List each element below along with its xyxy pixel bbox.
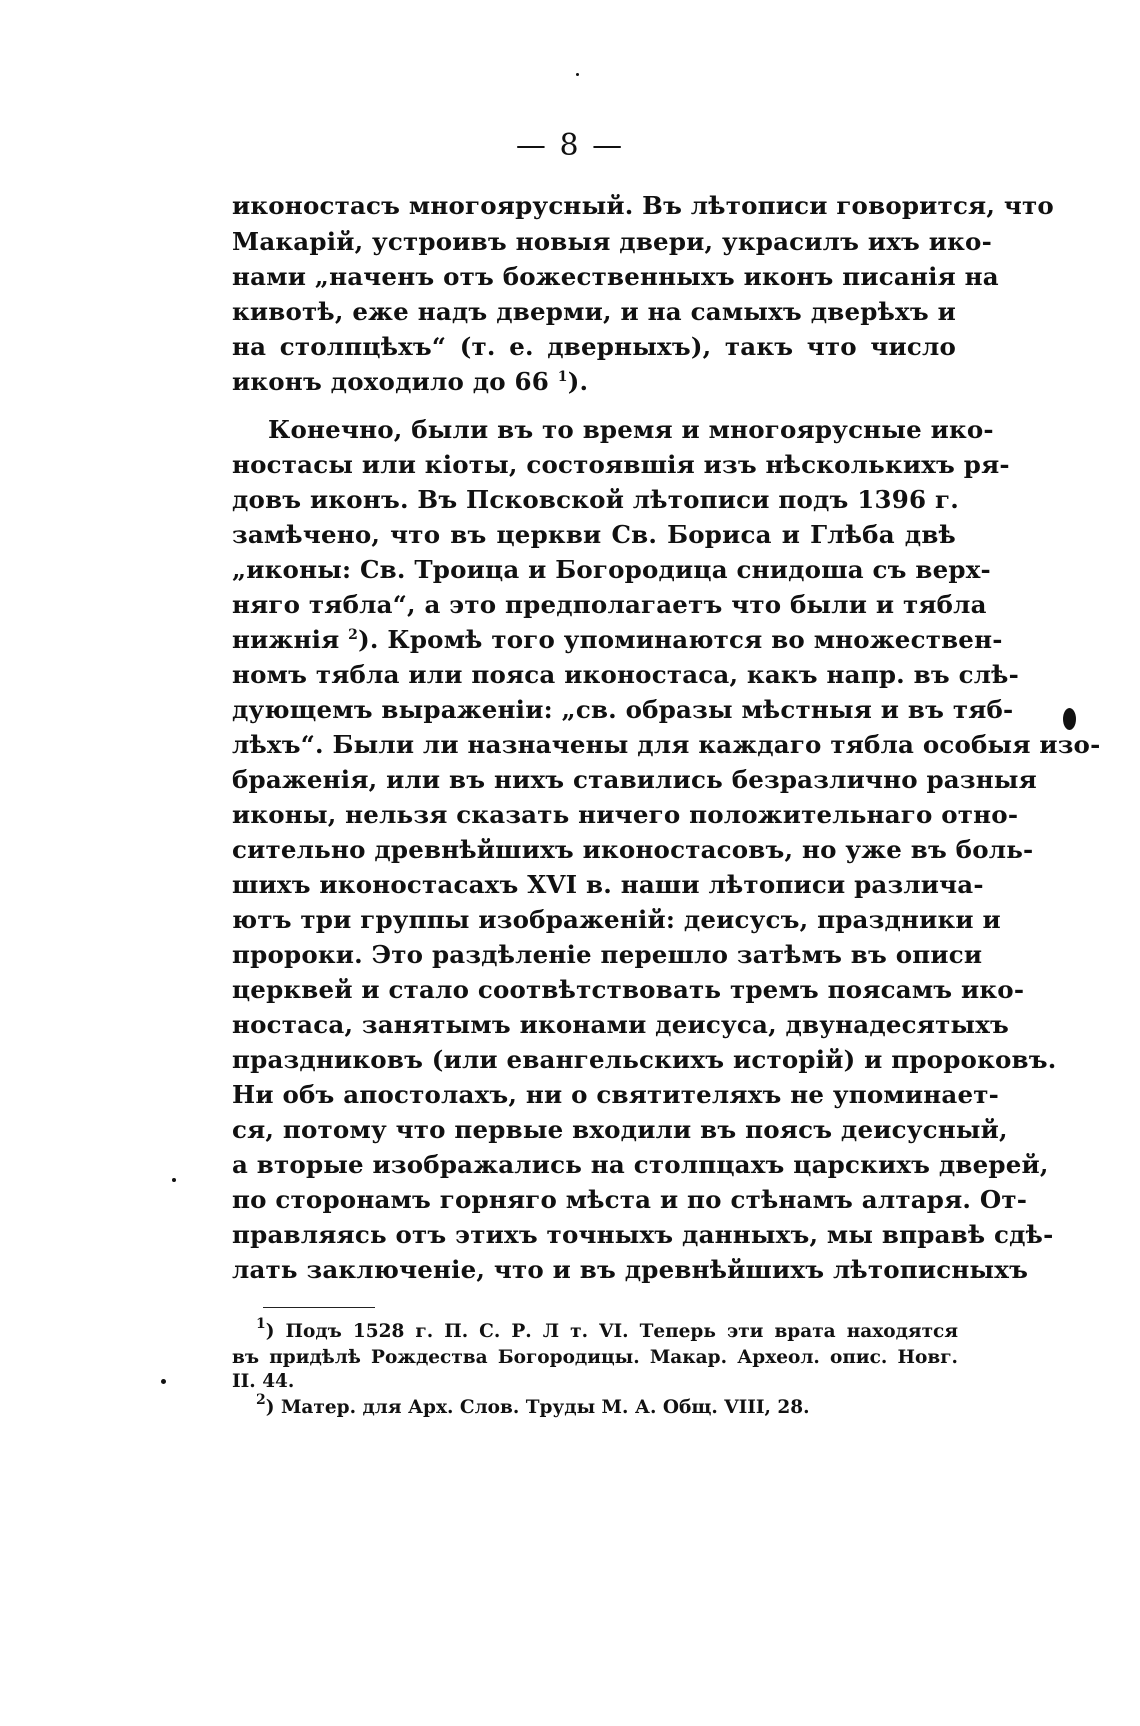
page-number: — 8 — [515, 128, 625, 163]
footnote-marker: 2 [256, 1392, 266, 1408]
text-line-content: нижнія [232, 625, 340, 654]
text-line: по сторонамъ горняго мѣста и по стѣнамъ алтаря. От- [232, 1185, 1028, 1214]
ink-speck [161, 1379, 166, 1384]
footnote-text: ) Подъ 1528 г. П. С. Р. Л т. VI. Теперь эти врата находятся [265, 1321, 958, 1342]
text-line-tail: ). [567, 367, 589, 396]
text-line: иконостасъ многоярусный. Въ лѣтописи говорится, что [232, 191, 1054, 220]
text-line: „иконы: Св. Троица и Богородица снидоша съ верх- [232, 555, 991, 584]
text-line: нами „наченъ отъ божественныхъ иконъ писанія на [232, 262, 999, 291]
footnote-2-line [256, 1392, 958, 1421]
text-line: лать заключеніе, что и въ древнѣйшихъ лѣтописныхъ [232, 1255, 1029, 1284]
text-line: браженія, или въ нихъ ставились безразлично разныя [232, 765, 1037, 794]
text-line: замѣчено, что въ церкви Св. Бориса и Глѣба двѣ [232, 520, 956, 549]
text-line: кивотѣ, еже надъ дверми, и на самыхъ дверѣхъ и [232, 297, 956, 326]
text-line: ностасы или кіоты, состоявшія изъ нѣсколькихъ ря- [232, 450, 1010, 479]
footnote-text: ) Матер. для Арх. Слов. Труды М. А. Общ. VIII, 28. [265, 1397, 810, 1418]
footnote-1-line: II. 44. [232, 1371, 295, 1392]
text-line [232, 364, 956, 400]
text-line: Макарій, устроивъ новыя двери, украсилъ ихъ ико- [232, 227, 992, 256]
text-line: довъ иконъ. Въ Псковской лѣтописи подъ 1396 г. [232, 485, 959, 514]
text-line: номъ тябла или пояса иконостаса, какъ напр. въ слѣ- [232, 660, 1019, 689]
ink-speck [576, 73, 579, 76]
footnote-ref: 2 [348, 627, 359, 643]
text-line: праздниковъ (или евангельскихъ исторій) и пророковъ. [232, 1045, 1057, 1074]
text-line: церквей и стало соотвѣтствовать тремъ поясамъ ико- [232, 975, 1025, 1004]
text-line-tail: ). Кромѣ того упоминаются во множествен- [358, 625, 1003, 654]
text-line: сительно древнѣйшихъ иконостасовъ, но уже въ боль- [232, 835, 1034, 864]
text-line: ностаса, занятымъ иконами деисуса, двунадесятыхъ [232, 1010, 1010, 1039]
text-line: Ни объ апостолахъ, ни о святителяхъ не упоминает- [232, 1080, 1000, 1109]
footnote-marker: 1 [256, 1316, 266, 1332]
text-line: правляясь отъ этихъ точныхъ данныхъ, мы вправѣ сдѣ- [232, 1220, 1054, 1249]
text-line [232, 622, 1003, 658]
text-line: шихъ иконостасахъ XVI в. наши лѣтописи различа- [232, 870, 984, 899]
text-line: ся, потому что первые входили въ поясъ деисусный, [232, 1115, 1008, 1144]
footnote-divider [263, 1307, 375, 1308]
ink-speck [172, 1178, 176, 1182]
paragraph-first-line: Конечно, были въ то время и многоярусные ико- [268, 415, 994, 444]
ink-blot [1063, 708, 1076, 730]
text-line-content: иконъ доходило до 66 [232, 367, 550, 396]
text-line: на столпцѣхъ“ (т. е. дверныхъ), такъ что число [232, 332, 956, 361]
text-line: ютъ три группы изображеній: деисусъ, праздники и [232, 905, 1001, 934]
text-line: иконы, нельзя сказать ничего положительнаго отно- [232, 800, 1019, 829]
text-line: няго тябла“, а это предполагаетъ что были и тябла [232, 590, 987, 619]
text-line: пророки. Это раздѣленіе перешло затѣмъ въ описи [232, 940, 983, 969]
text-line: а вторые изображались на столпцахъ царскихъ дверей, [232, 1150, 1049, 1179]
footnote-1-line: въ придѣлѣ Рождества Богородицы. Макар. Археол. опис. Новг. [232, 1347, 958, 1368]
text-line: лѣхъ“. Были ли назначены для каждаго тябла особыя изо- [232, 730, 1101, 759]
footnote-ref: 1 [557, 369, 568, 385]
text-line: дующемъ выраженіи: „св. образы мѣстныя и въ тяб- [232, 695, 1014, 724]
footnote-1-line [256, 1316, 958, 1345]
